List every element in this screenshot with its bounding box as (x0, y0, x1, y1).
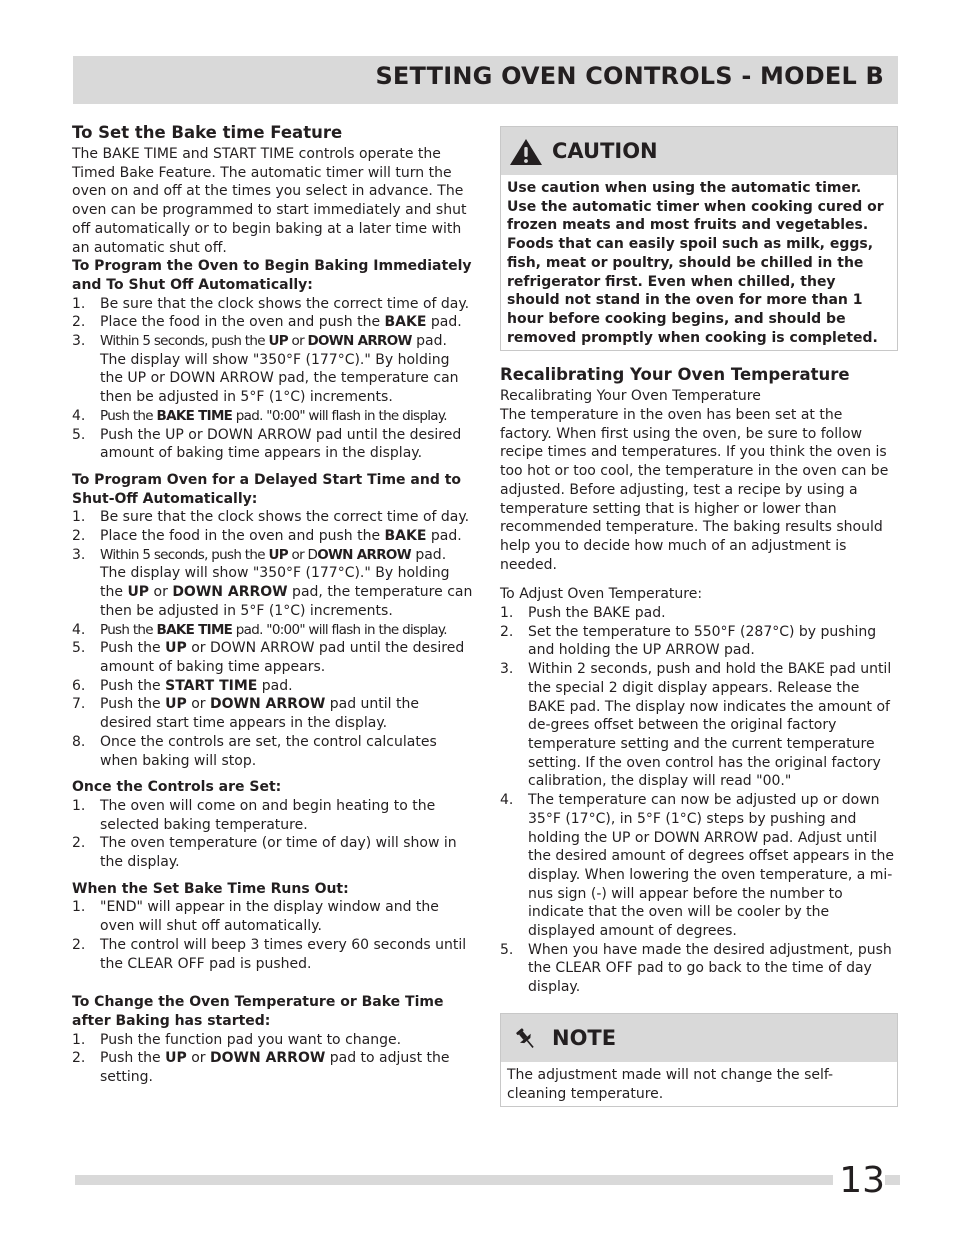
recalibrate-subtitle: Recalibrating Your Oven Temperature (500, 388, 761, 405)
list-item: 3. Within 2 seconds, push and hold the BAKE pad until the special 2 digit display appears. Release the BAKE pad. The display now indicates the amount of de-grees offset between the original factory temperature setting and the current temperature setting. If the oven control has the original factory calibration, the display will read "00." (500, 661, 892, 790)
list-item: 1. The oven will come on and begin heating to the selected baking temperature. (72, 797, 436, 833)
list-item: 6. Push the START TIME pad. (72, 677, 293, 694)
list-item: 7. Push the UP or DOWN ARROW pad until the desired start time appears in the display. (72, 696, 419, 732)
adjust-title: To Adjust Oven Temperature: (500, 586, 703, 603)
warning-triangle-icon (509, 138, 543, 172)
note-box (500, 1013, 898, 1107)
list-item: 5. When you have made the desired adjustment, push the CLEAR OFF pad to go back to the time of day display. (500, 941, 892, 996)
section-controls-set-title: Once the Controls are Set: (72, 779, 282, 796)
list-item: 3. Within 5 seconds, push the UP or DOWN ARROW pad. The display will show "350°F (177°C)." By holding the UP or DOWN ARROW pad, the temperature can then be adjusted in 5°F (1°C) increments. (72, 546, 473, 619)
list-item: 2. Place the food in the oven and push the BAKE pad. (72, 528, 462, 545)
page-header (73, 56, 898, 104)
caution-text: Use caution when using the automatic timer. Use the automatic timer when cooking cured or frozen meats and most fruits and vegetables. Foods that can easily spoil such as milk, eggs, fish, meat or poultry, should be chilled in the refrigerator first. Even when chilled, they should not stand in the oven for more than 1 hour before cooking begins, and should be removed promptly when cooking is completed. (507, 180, 884, 346)
page-title: SETTING OVEN CONTROLS - MODEL B (375, 62, 884, 90)
list-item: 2. Place the food in the oven and push the BAKE pad. (72, 314, 462, 331)
note-text: The adjustment made will not change the self-cleaning temperature. (507, 1066, 834, 1102)
list-item: 1. Be sure that the clock shows the correct time of day. (72, 509, 470, 526)
section-change-title: To Change the Oven Temperature or Bake Time after Baking has started: (72, 994, 444, 1029)
caution-header (501, 127, 897, 175)
immediate-steps-list (72, 295, 474, 463)
section-delayed-title: To Program Oven for a Delayed Start Time and to Shut-Off Automatically: (72, 471, 462, 507)
note-title: NOTE (552, 1025, 617, 1050)
pushpin-icon (513, 1026, 539, 1058)
list-item: 3. Within 5 seconds, push the UP or DOWN ARROW pad. The display will show "350°F (177°C)." By holding the UP or DOWN ARROW pad, the temperature can then be adjusted in 5°F (1°C) increments. (72, 333, 459, 406)
list-item: 2. The oven temperature (or time of day) will show in the display. (72, 835, 457, 871)
left-column (72, 123, 474, 1087)
list-item: 8. Once the controls are set, the control calculates when baking will stop. (72, 733, 437, 769)
change-list (72, 1031, 474, 1087)
bake-time-intro: The BAKE TIME and START TIME controls operate the Timed Bake Feature. The automatic timer will turn the oven on and off at the times you select in advance. The oven can be programmed to start immediately and shut off automatically or to begin baking at a later time with an automatic shut off. (72, 146, 467, 256)
list-item: 5. Push the UP or DOWN ARROW pad until the desired amount of baking time appears in the display. (72, 426, 462, 462)
list-item: 1. Push the BAKE pad. (500, 605, 666, 622)
recalibrate-heading: Recalibrating Your Oven Temperature (500, 365, 850, 385)
list-item: 2. The control will beep 3 times every 60 seconds until the CLEAR OFF pad is pushed. (72, 936, 467, 972)
adjust-steps-list (500, 604, 898, 997)
note-header (501, 1014, 897, 1062)
caution-title: CAUTION (552, 139, 658, 163)
caution-box (500, 126, 898, 351)
section-immediate-title: To Program the Oven to Begin Baking Immediately and To Shut Off Automatically: (72, 258, 472, 293)
section-runs-out-title: When the Set Bake Time Runs Out: (72, 880, 349, 897)
controls-set-list (72, 797, 474, 872)
list-item: 4. Push the BAKE TIME pad. "0:00" will flash in the display. (72, 621, 447, 638)
right-column (500, 126, 898, 1107)
footer-bar (75, 1175, 900, 1185)
recalibrate-body: The temperature in the oven has been set at the factory. When first using the oven, be sure to follow recipe times and temperatures. If you think the oven is too hot or too cool, the temperature in the oven can be adjusted. Before adjusting, test a recipe by using a temperature setting that is higher or lower than recommended temperature. The baking results should help you to decide how much of an adjustment is needed. (500, 407, 889, 573)
list-item: 1. Push the function pad you want to change. (72, 1031, 402, 1048)
list-item: 4. The temperature can now be adjusted up or down 35°F (17°C), in 5°F (1°C) steps by pushing and holding the UP or DOWN ARROW pad. Adjust until the desired amount of degrees offset appears in the display. When lowering the oven temperature, a mi-nus sign (-) will appear before the number to indicate that the oven will be cooler by the displayed amount of degrees. (500, 792, 895, 940)
list-item: 2. Set the temperature to 550°F (287°C) by pushing and holding the UP ARROW pad. (500, 623, 877, 659)
list-item: 2. Push the UP or DOWN ARROW pad to adjust the setting. (72, 1050, 450, 1086)
delayed-steps-list (72, 508, 474, 770)
list-item: 5. Push the UP or DOWN ARROW pad until the desired amount of baking time appears. (72, 640, 465, 675)
page-number: 13 (833, 1160, 885, 1202)
bake-time-heading: To Set the Bake time Feature (72, 123, 343, 142)
list-item: 1. Be sure that the clock shows the correct time of day. (72, 295, 470, 312)
list-item: 1. "END" will appear in the display window and the oven will shut off automatically. (72, 899, 439, 935)
runs-out-list (72, 898, 474, 973)
list-item: 4. Push the BAKE TIME pad. "0:00" will flash in the display. (72, 407, 447, 424)
